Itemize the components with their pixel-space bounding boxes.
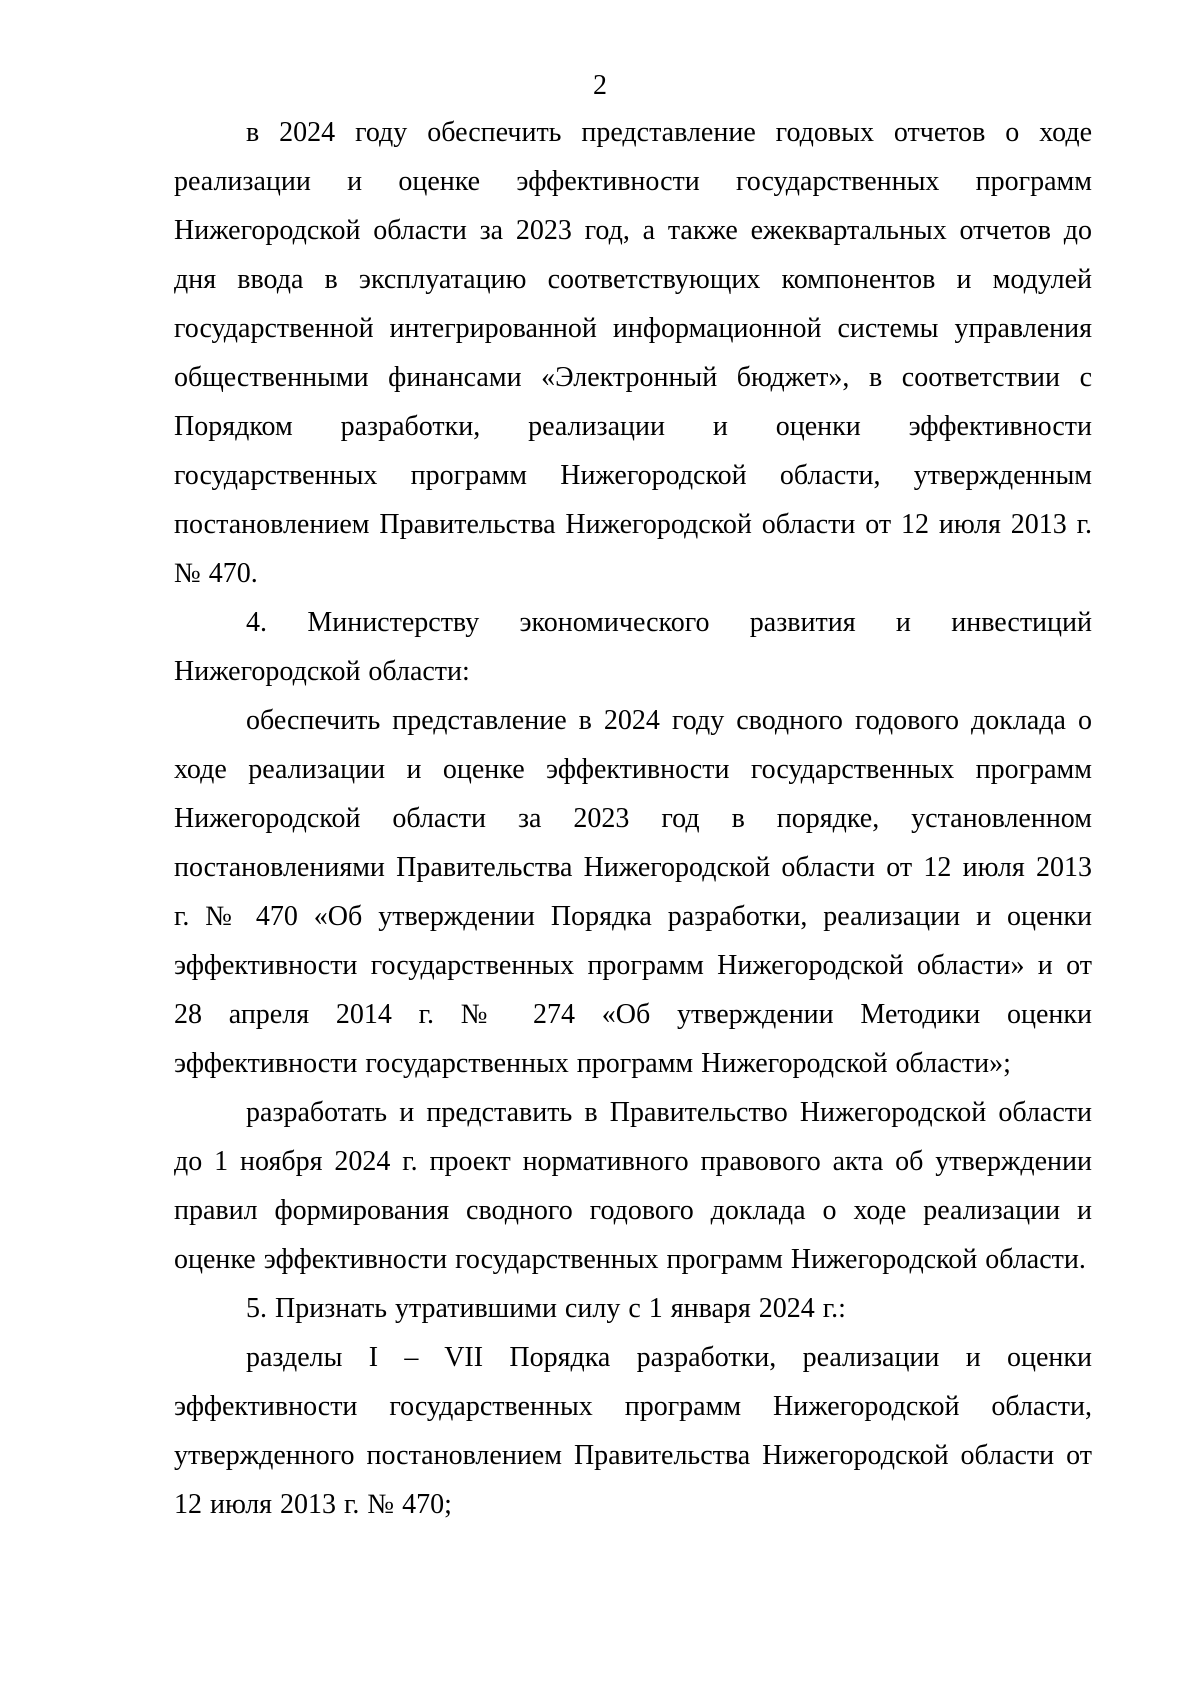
page-number: 2 (593, 70, 607, 101)
paragraph-item-4-ministry: 4. Министерству экономического развития и инвестиций Нижегородской области: (174, 607, 1092, 687)
paragraph-item-5-repeal: 5. Признать утратившими силу с 1 января 2024 г.: (246, 1293, 846, 1324)
document-body (174, 108, 1092, 1529)
paragraph-draft-act: разработать и представить в Правительство Нижегородской области до 1 ноября 2024 г. проект нормативного правового акта об утверждении правил формирования сводного годового доклада о ходе реализации и оценке эффективности государственных программ Нижегородской области. (174, 1097, 1092, 1275)
paragraph-annual-reports: в 2024 году обеспечить представление годовых отчетов о ходе реализации и оценке эффективности государственных программ Нижегородской области за 2023 год, а также ежеквартальных отчетов до дня ввода в эксплуатацию соответствующих компонентов и модулей государственной интегрированной информационной системы управления общественными финансами «Электронный бюджет», в соответствии с Порядком разработки, реализации и оценки эффективности государственных программ Нижегородской области, утвержденным постановлением Правительства Нижегородской области от 12 июля 2013 г. № 470. (174, 117, 1092, 589)
paragraph-sections-repealed: разделы I – VII Порядка разработки, реализации и оценки эффективности государственных программ Нижегородской области, утвержденного постановлением Правительства Нижегородской области от 12 июля 2013 г. № 470; (174, 1342, 1092, 1520)
paragraph-consolidated-report: обеспечить представление в 2024 году сводного годового доклада о ходе реализации и оценке эффективности государственных программ Нижегородской области за 2023 год в порядке, установленном постановлениями Правительства Нижегородской области от 12 июля 2013 г. № 470 «Об утверждении Порядка разработки, реализации и оценки эффективности государственных программ Нижегородской области» и от 28 апреля 2014 г. № 274 «Об утверждении Методики оценки эффективности государственных программ Нижегородской области»; (174, 705, 1092, 1079)
